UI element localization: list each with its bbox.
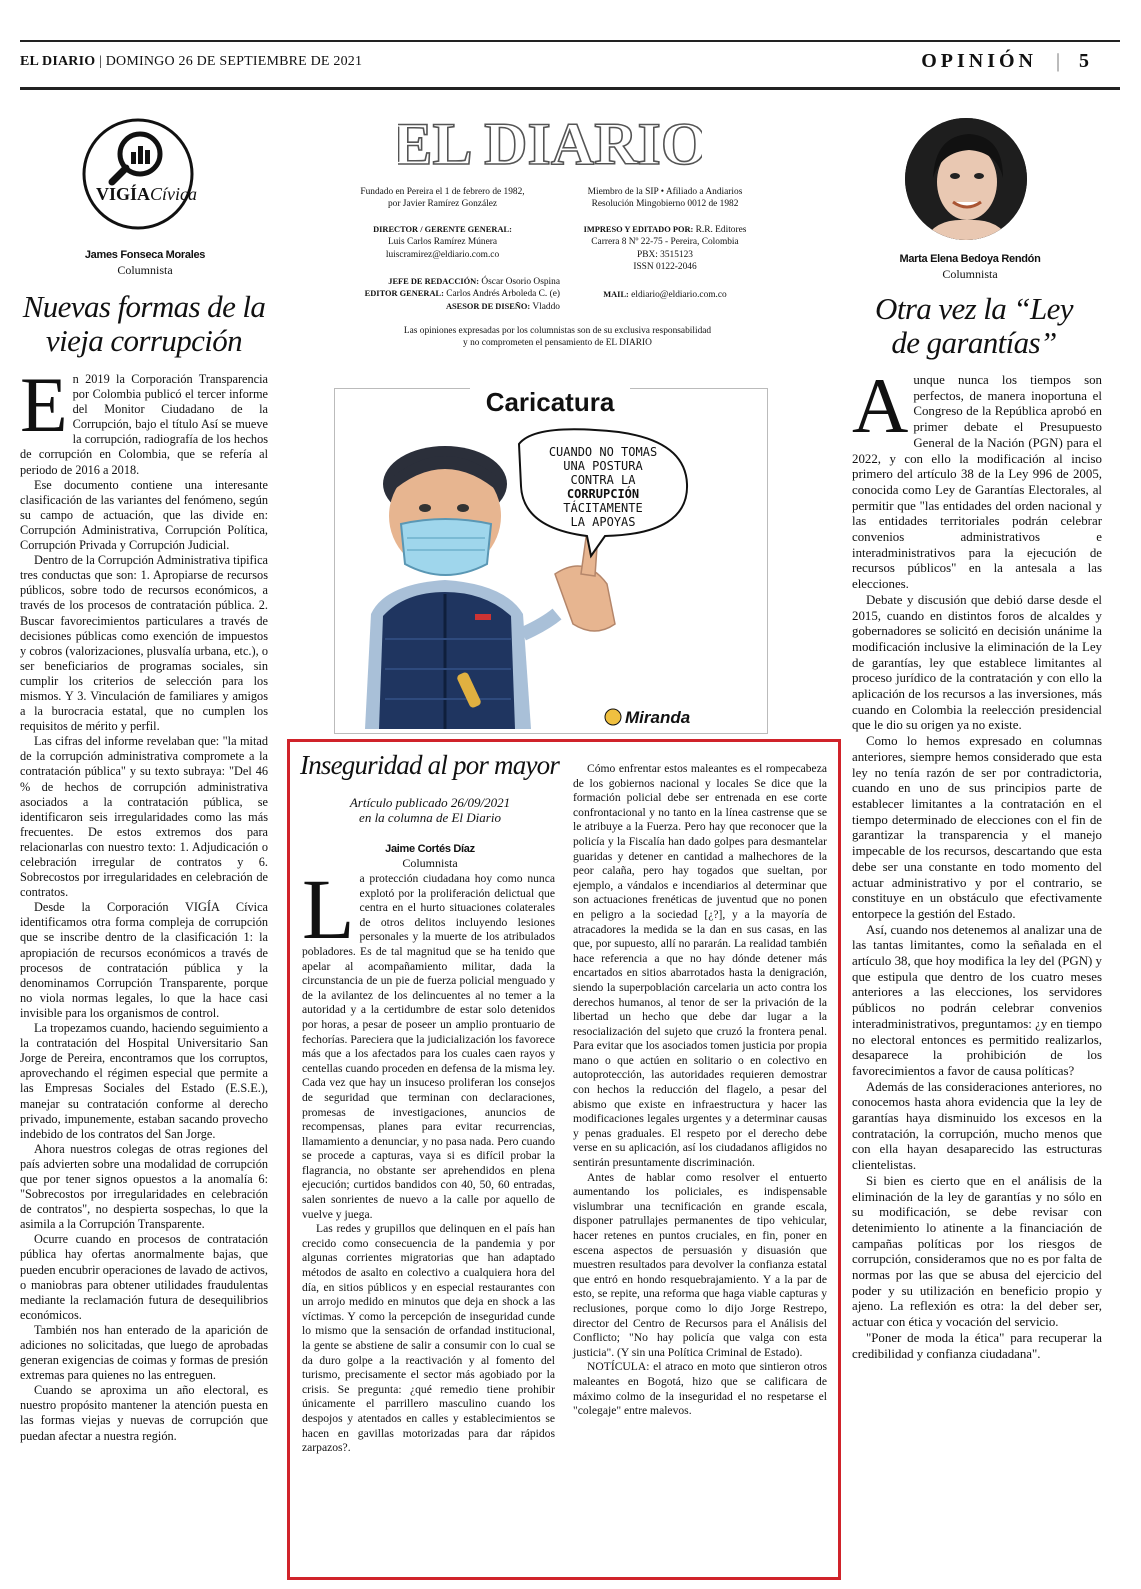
left-paragraph: Ocurre cuando en procesos de contratación pública hay ofertas anormalmente bajas, que pueden encubrir operaciones de lavado de activos, o maniobras para obtener utilidades fraudulentas mediante la reclamación futura de desequilibrios económicos. xyxy=(20,1232,268,1322)
mail-address: eldiario@eldiario.com.co xyxy=(631,290,727,300)
director-email: luiscramirez@eldiario.com.co xyxy=(385,249,500,260)
header-page-number: 5 xyxy=(1079,50,1089,72)
founded-line-1: Fundado en Pereira el 1 de febrero de 1982, xyxy=(360,187,525,197)
founded-line-2: por Javier Ramírez González xyxy=(387,199,498,210)
right-paragraph: Como lo hemos expresado en columnas anteriores, siempre hemos considerado que esta ley no tenía razón de ser por contradictoria, cuando en uno de sus principios parte de establecer limitantes a la contratación en el tiempo determinado de elecciones con el fin de garantizar la transparencia y el manejo impecable de los recursos, descartando que esta debe ser una constante en todo momento del actuar administrativo y por el contrario, se constituye en un obstáculo que efectivamente entorpece la gestión del Estado. xyxy=(852,734,1102,921)
right-paragraph: Si bien es cierto que en el análisis de la eliminación de la ley de garantías y no sólo en su modificación, se debe revisar con detenimiento lo atinente a la financiación de campañas políticas por los riesgos de corrupción, consideramos que no es por falta de normas por las que se abusa del ejercicio del poder y su utilización en beneficio propio y ajeno. La reflexión es otra: la del deber ser, actuar con ética y vocación del servicio. xyxy=(852,1173,1102,1330)
left-column-body xyxy=(20,361,268,1572)
right-column-body xyxy=(852,362,1102,1362)
left-author-name: James Fonseca Morales xyxy=(84,249,206,261)
left-title-line-2: vieja corrupción xyxy=(45,323,243,358)
center-article-pub xyxy=(300,795,560,825)
author-portrait xyxy=(905,118,1027,240)
caricature-signature: Miranda xyxy=(625,708,691,727)
bubble-line-2: UNA POSTURA xyxy=(563,459,643,473)
header-separator-2: | xyxy=(1055,50,1060,72)
center-dropcap: L xyxy=(302,861,355,957)
center-author-name: Jaime Cortés Díaz xyxy=(385,843,475,855)
printer-issn: ISSN 0122-2046 xyxy=(633,262,697,273)
right-author-role: Columnista xyxy=(942,267,998,281)
right-column-title xyxy=(850,292,1098,360)
masthead-printer xyxy=(560,224,770,274)
mask-figure xyxy=(345,424,757,729)
right-paragraph: Además de las consideraciones anteriores, no conocemos hasta ahora evidencia que la ley de garantías haya disminuido los excesos en la contratación, la corrupción, mucho menos que con ella hayan desaparecido las estructuras clientelistas. xyxy=(852,1079,1102,1173)
left-dropcap: E xyxy=(20,361,68,448)
member-line-1: Miembro de la SIP • Afiliado a Andiarios xyxy=(587,187,743,197)
left-paragraph: Cuando se aproxima un año electoral, es nuestro propósito mantener la atención puesta en las formas viejas y nuevas de corrupción que puedan afectar a nuestra región. xyxy=(20,1383,268,1443)
director-label: DIRECTOR / GERENTE GENERAL: xyxy=(373,225,512,234)
left-paragraph: Las cifras del informe revelaban que: "la mitad de la corrupción administrativa compromete a la contratación pública" y su texto subraya: "Del 46 % de hechos de corrupción administrativa asociados a la contratación pública, se identificaron seis irregularidades como las más frecuentes. De estos extremos dos para relacionarlas con nuestro texto: 1. Adjudicación o celebración irregular de contratos y 6. Sobrecostos por irregularidades en celebración de contratos. xyxy=(20,734,268,900)
right-dropcap: A xyxy=(852,362,909,449)
masthead-founded xyxy=(345,186,540,211)
left-paragraph: También nos han enterado de la aparición de adiciones no solicitadas, que luego de aprobadas generan exigencias de coimas y formas de presión extremas para quienes no las entreguen. xyxy=(20,1322,268,1383)
center-paragraph: Antes de hablar como resolver el entuerto aumentando los policiales, es indispensable vislumbrar una tecnificación en grande escala, disponer patrullajes permanentes de tipo vehicular, hacer retenes en puntos cruciales, en fin, poner en escena aspectos de persuasión y disuasión que muestren resultados para devolver la confianza estatal que entró en hondo resquebrajamiento. Y a la par de esto, se repite, una reforma que haga viable capturas y reclusiones, porque como lo dijo Jorge Restrepo, director del Centro de Recursos para el Análisis del Conflicto; "No hay policía que valga con esta justicia". (Y sin una Política Criminal de Estado). xyxy=(573,1170,827,1359)
editor-label: EDITOR GENERAL: xyxy=(364,289,444,299)
bubble-line-3: CONTRA LA xyxy=(570,473,636,487)
header-section: OPINIÓN xyxy=(921,50,1037,72)
vigia-civica-logo xyxy=(82,118,198,230)
header-separator: | xyxy=(99,54,106,69)
center-paragraph: Cómo enfrentar estos maleantes es el rompecabeza de los gobiernos nacional y locales Se dice que la formación policial debe ser entrenada en ese corte confrontacional y no tanto en la línea castrense que se le atribuye a la Fuerza. Pero hay que reconocer que la policía y la Fiscalía han dado golpes para desmantelar guaridas y detener en cantidad a malhechores de la peor calaña, pero hay togados que sueltan, por ejemplo, a vándalos e incendiarios al determinar que son actuaciones frenéticas de juventud que no ponen en peligro a la sociedad [¿?], y a la mayoría de atracadores la medida se la dan en sus casas, en las que, por supuesto, allí no pararán. La realidad también hace referencia a que no hay dónde detener más encartados en sitios abarrotados hasta la denigración, siendo la superpoblación carcelaria un acto contra los derechos humanos, al tenor de ser la privación de la libertad un hecho que debe dar lugar a la resocialización del sujeto que cruzó la frontera penal. Para evitar que los asociados tomen justicia por propia mano o que actúen en solitario o en colectivo en autoprotección, las autoridades requieren demostrar con hechos la reducción del flagelo, a pesar del abismo que existe en infraestructura y hacer las modificaciones legales urgentes y a determinar causas y penas graduales. El respeto por el derecho debe verse en su aplicación, así los ciudadanos afligidos no sentirán presuntamente discriminación. xyxy=(573,762,827,1170)
center-paragraph: NOTÍCULA: el atraco en moto que sintieron otros maleantes en Bogotá, hizo que se calificara de máximo colmo de la inseguridad el no respetarse el "colegaje" entre malevos. xyxy=(573,1360,827,1418)
chief-label: JEFE DE REDACCIÓN: xyxy=(388,277,480,286)
magnifier-bars-icon xyxy=(82,118,194,230)
masthead-logo-text: EL DIARIO xyxy=(398,112,702,172)
caricature-illustration xyxy=(345,424,757,729)
printer-pbx: PBX: 3515123 xyxy=(637,249,693,260)
header-paper-name: EL DIARIO xyxy=(20,54,96,69)
right-author-name: Marta Elena Bedoya Rendón xyxy=(899,253,1041,265)
bubble-line-4: CORRUPCIÓN xyxy=(566,487,640,501)
disclaimer-line-2: y no comprometen el pensamiento de EL DIARIO xyxy=(463,338,652,349)
left-paragraph: n 2019 la Corporación Transparencia por Colombia publicó el tercer informe del Monitor Ciudadano de la Corrupción, bajo el título Así se mueve la corrupción, radiografía de los hechos de corrupción en Colombia, que se refería al periodo de 2016 a 2018. xyxy=(20,372,268,477)
mail-label: MAIL: xyxy=(603,290,629,299)
masthead-member xyxy=(560,186,770,211)
chief-name: Óscar Osorio Ospina xyxy=(481,277,560,287)
left-column-title xyxy=(20,290,268,358)
right-paragraph: Debate y discusión que debió darse desde el 2015, cuando en distintos foros de alcaldes y gobernadores se solicitó en decisión unánime la modificación inclusive la eliminación de la Ley de garantías, ley que establece limitantes al proceso jurídico de la contratación y con ello la aplicación de los recursos a las inversiones, más cuando en Colombia la reelección presidencial que le dio su origen ya no existe. xyxy=(852,592,1102,733)
header-date: DOMINGO 26 DE SEPTIEMBRE DE 2021 xyxy=(105,54,363,69)
printer-address: Carrera 8 Nº 22-75 - Pereira, Colombia xyxy=(591,237,739,248)
director-name: Luis Carlos Ramírez Múnera xyxy=(387,237,498,248)
right-paragraph: Así, cuando nos detenemos al analizar una de las tantas limitantes, como la señalada en el artículo 38, que hoy modifica la ley del (PGN) y que estipula que dentro de los cuatro meses anteriores a las elecciones, los servidores públicos no podrán celebrar convenios interadministrativos, preguntamos: ¿y en tiempo no electoral entonces es permitido realizarlos, desaparece la prohibición de los favorecimientos a favor de causa políticas? xyxy=(852,922,1102,1078)
vigia-logo-text xyxy=(96,184,196,205)
top-rule xyxy=(20,40,1120,42)
masthead-logo-svg xyxy=(398,112,702,172)
center-author-role: Columnista xyxy=(402,856,458,870)
left-paragraph: Desde la Corporación VIGÍA Cívica identificamos otra forma compleja de corrupción que se inscribe dentro de la clasificación 1: la apropiación de recursos económicos a través de procesos de contratación pública y la denominamos Corrupción Transparente, porque no viola normas legales, lo que la hace casi invisible para los organismos de control. xyxy=(20,900,268,1020)
left-paragraph: Ese documento contiene una interesante clasificación de las variantes del fenómeno, según su campo de actuación, que las divide en: Corrupción Administrativa, Corrupción Política, Corrupción Privada y Corrupción Judicial. xyxy=(20,477,268,553)
pub-line-1: Artículo publicado 26/09/2021 xyxy=(349,795,511,810)
right-title-line-1: Otra vez la “Ley xyxy=(875,291,1073,326)
left-paragraph: La tropezamos cuando, haciendo seguimiento a la contratación del Hospital Universitario San Jorge de Pereira, encontramos que los corruptos, aprovechando el régimen especial que permite a las Empresas Sociales del Estado (E.S.E.), manejar su contratación conforme al derecho privado, impunemente, estaban sacando provecho indebido de los contratos del San Jorge. xyxy=(20,1021,268,1141)
member-line-2: Resolución Mingobierno 0012 de 1982 xyxy=(591,199,739,210)
bubble-line-5: TÁCITAMENTE xyxy=(563,501,643,515)
center-paragraph: Las redes y grupillos que delinquen en el país han crecido como consecuencia de la pandemia y por algunas corrientes migratorias que han adaptado métodos de asalto en colectivo a cualquiera hora del día, en sitios públicos y en especial restaurantes con un arrojo medido en minutos que deja en shock a las víctimas. Y como la percepción de inseguridad cunde lo mismo que la sensación de orfandad institucional, la gente se abstiene de salir a consumir con lo cual se da duro golpe a la reactivación y al fomento del turismo, precisamente el sector más agobiado por la crisis. Se pregunta: ¿qué remedio tiene prohibir únicamente el parrillero masculino cuando los despojos y atentados en calles y establecimientos se hacen en gavillas motorizadas para dar rápidos zarpazos?. xyxy=(302,1222,555,1455)
center-paragraph: a protección ciudadana hoy como nunca explotó por la proliferación delictual que centra en el hurto situaciones colaterales de otros delitos incluyendo lesiones personales y la muerte de los atribulados pobladores. Es de tal magnitud que se ha tenido que apelar al acompañamiento militar, dada la circunstancia de un pie de fuerza policial menguado y de la avilantez de los delincuentes al no temer a la autoridad y a la certidumbre de estar solo detenidos por horas, a pesar de poseer un amplio prontuario de fechorías. Pareciera que la judicialización los favorece más que a los afectados para los cuales caen rayos y centellas cuando proceden en defensa de la misma ley. Cada vez que hay un insuceso proliferan los consejos de seguridad que terminan con declaraciones, promesas de investigaciones, anuncios de recompensas, planes para evitar recurrencias, llamamiento a denunciar, y no pasa nada. Pero cuando se procede a capturas, vaya si es difícil probar la flagrancia, no obstante ser aprehendidos en plena ejecución; curtidos bandidos con 40, 50, 60 entradas, salen sonrientes de nuevo a la calle por aquello de vuelve y juega. xyxy=(302,872,555,1221)
disclaimer-line-1: Las opiniones expresadas por los columnistas son de su exclusiva responsabilidad xyxy=(403,326,712,336)
masthead-staff xyxy=(345,276,560,313)
masthead-mail xyxy=(560,289,770,301)
pub-line-2: en la columna de El Diario xyxy=(359,810,501,825)
header-right xyxy=(921,50,1089,73)
editor-name: Carlos Andrés Arboleda C. (e) xyxy=(446,289,560,300)
vigia-logo-word-2: Cívica xyxy=(150,184,198,204)
center-article-title: Inseguridad al por mayor xyxy=(300,750,560,780)
printed-name: R.R. Editores xyxy=(695,225,747,235)
header-left xyxy=(20,54,362,70)
printed-label: IMPRESO Y EDITADO POR: xyxy=(583,225,694,234)
bubble-line-1: CUANDO NO TOMAS xyxy=(548,445,658,459)
bubble-line-6: LA APOYAS xyxy=(570,515,636,529)
left-paragraph: Dentro de la Corrupción Administrativa tipifica tres conductas que son: 1. Apropiarse de recursos públicos, sobre todo de recursos económicos, a través de los procesos de contratación pública. 2. Buscar favorecimientos particulares a través de decisiones públicas como exención de impuestos y cobros (valorizaciones, plusvalía urbana, etc.), o ser beneficiarios de programas sociales, sin cumplir los criterios de selección para los mismos. Y 3. Vinculación de familiares y amigos a la burocracia estatal, que no cumplen los requisitos de mérito y perfil. xyxy=(20,553,268,734)
left-title-line-1: Nuevas formas de la xyxy=(22,289,266,324)
design-label: ASESOR DE DISEÑO: xyxy=(445,301,531,311)
masthead-logo xyxy=(398,112,702,172)
right-paragraph: "Poner de moda la ética" para recuperar la credibilidad y confianza ciudadana". xyxy=(852,1330,1102,1361)
masthead-director xyxy=(345,224,540,261)
left-author-role: Columnista xyxy=(117,263,173,277)
right-paragraph: unque nunca los tiempos son perfectos, de manera inoportuna el Congreso de la República aprobó en primer debate el Presupuesto General de la Nación (PGN) para el 2022, y con ello la modificación al inciso primero del artículo 38 de la Ley 996 de 2005, conocida como Ley de Garantías Electorales, al permitir que "las entidades del orden nacional y las entidades territoriales podrán celebrar convenios administrativos e interadministrativos para la ejecución de recursos públicos" en la antesala a las elecciones. xyxy=(852,373,1102,592)
design-name: Vladdo xyxy=(532,301,560,312)
center-column-2 xyxy=(573,762,827,1419)
header-rule xyxy=(20,87,1120,90)
vigia-logo-word-1: VIGÍA xyxy=(96,184,151,204)
masthead-disclaimer xyxy=(345,325,770,350)
right-title-line-2: de garantías” xyxy=(891,325,1057,360)
right-author-photo xyxy=(905,118,1027,240)
left-paragraph: Ahora nuestros colegas de otras regiones del país advierten sobre una modalidad de corrupción que por tener signos opuestos a la anomalía 6: "Sobrecostos por irregularidades en celebración de contratos", no despierta sospechas, lo que la asimila a la Corrupción Transparente. xyxy=(20,1141,268,1232)
caricature-title: Caricatura xyxy=(470,387,630,418)
